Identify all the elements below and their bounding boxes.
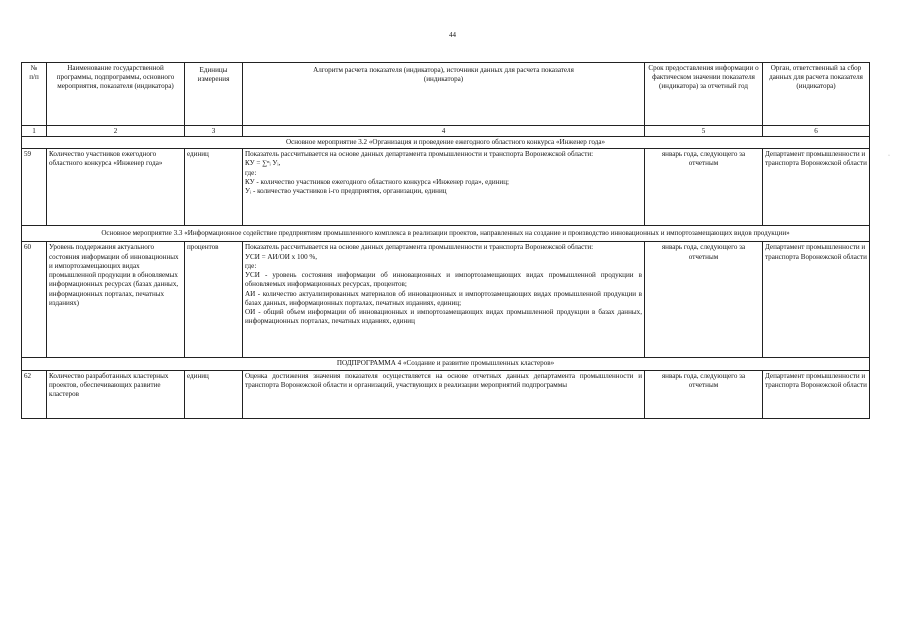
- algorithm-line: КУ - количество участников ежегодного областного конкурса «Инженер года», единиц;: [245, 177, 509, 186]
- table-row: [22, 242, 870, 358]
- subprogram-title: ПОДПРОГРАММА 4 «Создание и развитие промышленных кластеров»: [22, 358, 870, 370]
- column-numbers-row: [22, 126, 870, 137]
- algorithm-line: где:: [245, 168, 257, 177]
- row-number: 60: [22, 242, 47, 358]
- header-term: Срок предоставления информации о фактическом значении показателя (индикатора) за отчетный год: [645, 63, 763, 126]
- table-row: [22, 149, 870, 226]
- indicator-name: Количество разработанных кластерных проектов, обеспечивающих развитие кластеров: [47, 370, 185, 418]
- column-number: 4: [243, 126, 645, 137]
- section-row-3-3: [22, 226, 870, 242]
- table-row: [22, 370, 870, 418]
- page-number: 44: [449, 31, 456, 39]
- indicator-unit: единиц: [185, 149, 243, 226]
- column-number: 6: [763, 126, 870, 137]
- indicator-unit: процентов: [185, 242, 243, 358]
- indicator-algorithm: [243, 242, 645, 358]
- column-number: 3: [185, 126, 243, 137]
- column-number: 1: [22, 126, 47, 137]
- section-row-3-2: [22, 137, 870, 149]
- header-unit: Единицы измерения: [185, 63, 243, 126]
- row-number: 62: [22, 370, 47, 418]
- algorithm-line: ОИ - общий объем информации об инновационных и импортозамещающих видах промышленной продукции в базах данных, информационных порталах, печатных изданиях, единиц: [245, 307, 642, 326]
- algorithm-line: Оценка достижения значения показателя осуществляется на основе отчетных данных департамента промышленности и транспорта Воронежской области и организаций, участвующих в реализации мероприятий подпрограммы: [245, 371, 642, 389]
- column-number: 2: [47, 126, 185, 137]
- header-organ: Орган, ответственный за сбор данных для расчета показателя (индикатора): [763, 63, 870, 126]
- header-num: № п/п: [22, 63, 47, 126]
- responsible-organ: Департамент промышленности и транспорта Воронежской области: [763, 242, 870, 358]
- algorithm-line: Уᵢ - количество участников i-го предприятия, организации, единиц: [245, 187, 447, 196]
- algorithm-line: где:: [245, 261, 257, 270]
- section-title: Основное мероприятие 3.3 «Информационное содействие предприятиям промышленного комплекса в реализации проектов, направленных на создание и производство инновационных и импортозамещающих видов продукции»: [22, 226, 870, 242]
- indicator-table: [21, 62, 870, 419]
- header-name: Наименование государственной программы, подпрограммы, основного мероприятия, показателя (индикатора): [47, 63, 185, 126]
- indicator-algorithm: [243, 370, 645, 418]
- row-number: 59: [22, 149, 47, 226]
- section-title: Основное мероприятие 3.2 «Организация и проведение ежегодного областного конкурса «Инженер года»: [22, 137, 870, 149]
- header-algorithm: Алгоритм расчета показателя (индикатора), источники данных для расчета показателя (индикатора): [243, 63, 645, 126]
- report-term: январь года, следующего за отчетным: [645, 370, 763, 418]
- algorithm-line: Показатель рассчитывается на основе данных департамента промышленности и транспорта Воронежской области:: [245, 243, 594, 252]
- margin-mark: ·: [888, 153, 890, 159]
- algorithm-line: УСИ - уровень состояния информации об инновационных и импортозамещающих видах промышленной продукции в обновляемых информационных ресурсах, процентов;: [245, 271, 642, 289]
- responsible-organ: Департамент промышленности и транспорта Воронежской области: [763, 149, 870, 226]
- indicator-algorithm: [243, 149, 645, 226]
- responsible-organ: Департамент промышленности и транспорта Воронежской области: [763, 370, 870, 418]
- indicator-unit: единиц: [185, 370, 243, 418]
- algorithm-line: Показатель рассчитывается на основе данных департамента промышленности и транспорта Воронежской области:: [245, 150, 594, 159]
- report-term: январь года, следующего за отчетным: [645, 149, 763, 226]
- column-number: 5: [645, 126, 763, 137]
- subprogram-row-4: [22, 358, 870, 370]
- algorithm-formula: УСИ = АИ/ОИ х 100 %,: [245, 252, 318, 261]
- indicator-name: Количество участников ежегодного областного конкурса «Инженер года»: [47, 149, 185, 226]
- table-header-row: [22, 63, 870, 126]
- indicator-name: Уровень поддержания актуального состояния информации об инновационных и импортозамещающих видах промышленной продукции в обновляемых информационных ресурсах (базах данных, информационных порталах, печатных изданиях): [47, 242, 185, 358]
- algorithm-formula: КУ = ∑ⁿᵢ Уᵢ,: [245, 159, 281, 168]
- algorithm-line: АИ - количество актуализированных материалов об инновационных и импортозамещающих видах промышленной продукции в базах данных, информационных порталах, печатных изданиях, единиц;: [245, 289, 642, 307]
- report-term: январь года, следующего за отчетным: [645, 242, 763, 358]
